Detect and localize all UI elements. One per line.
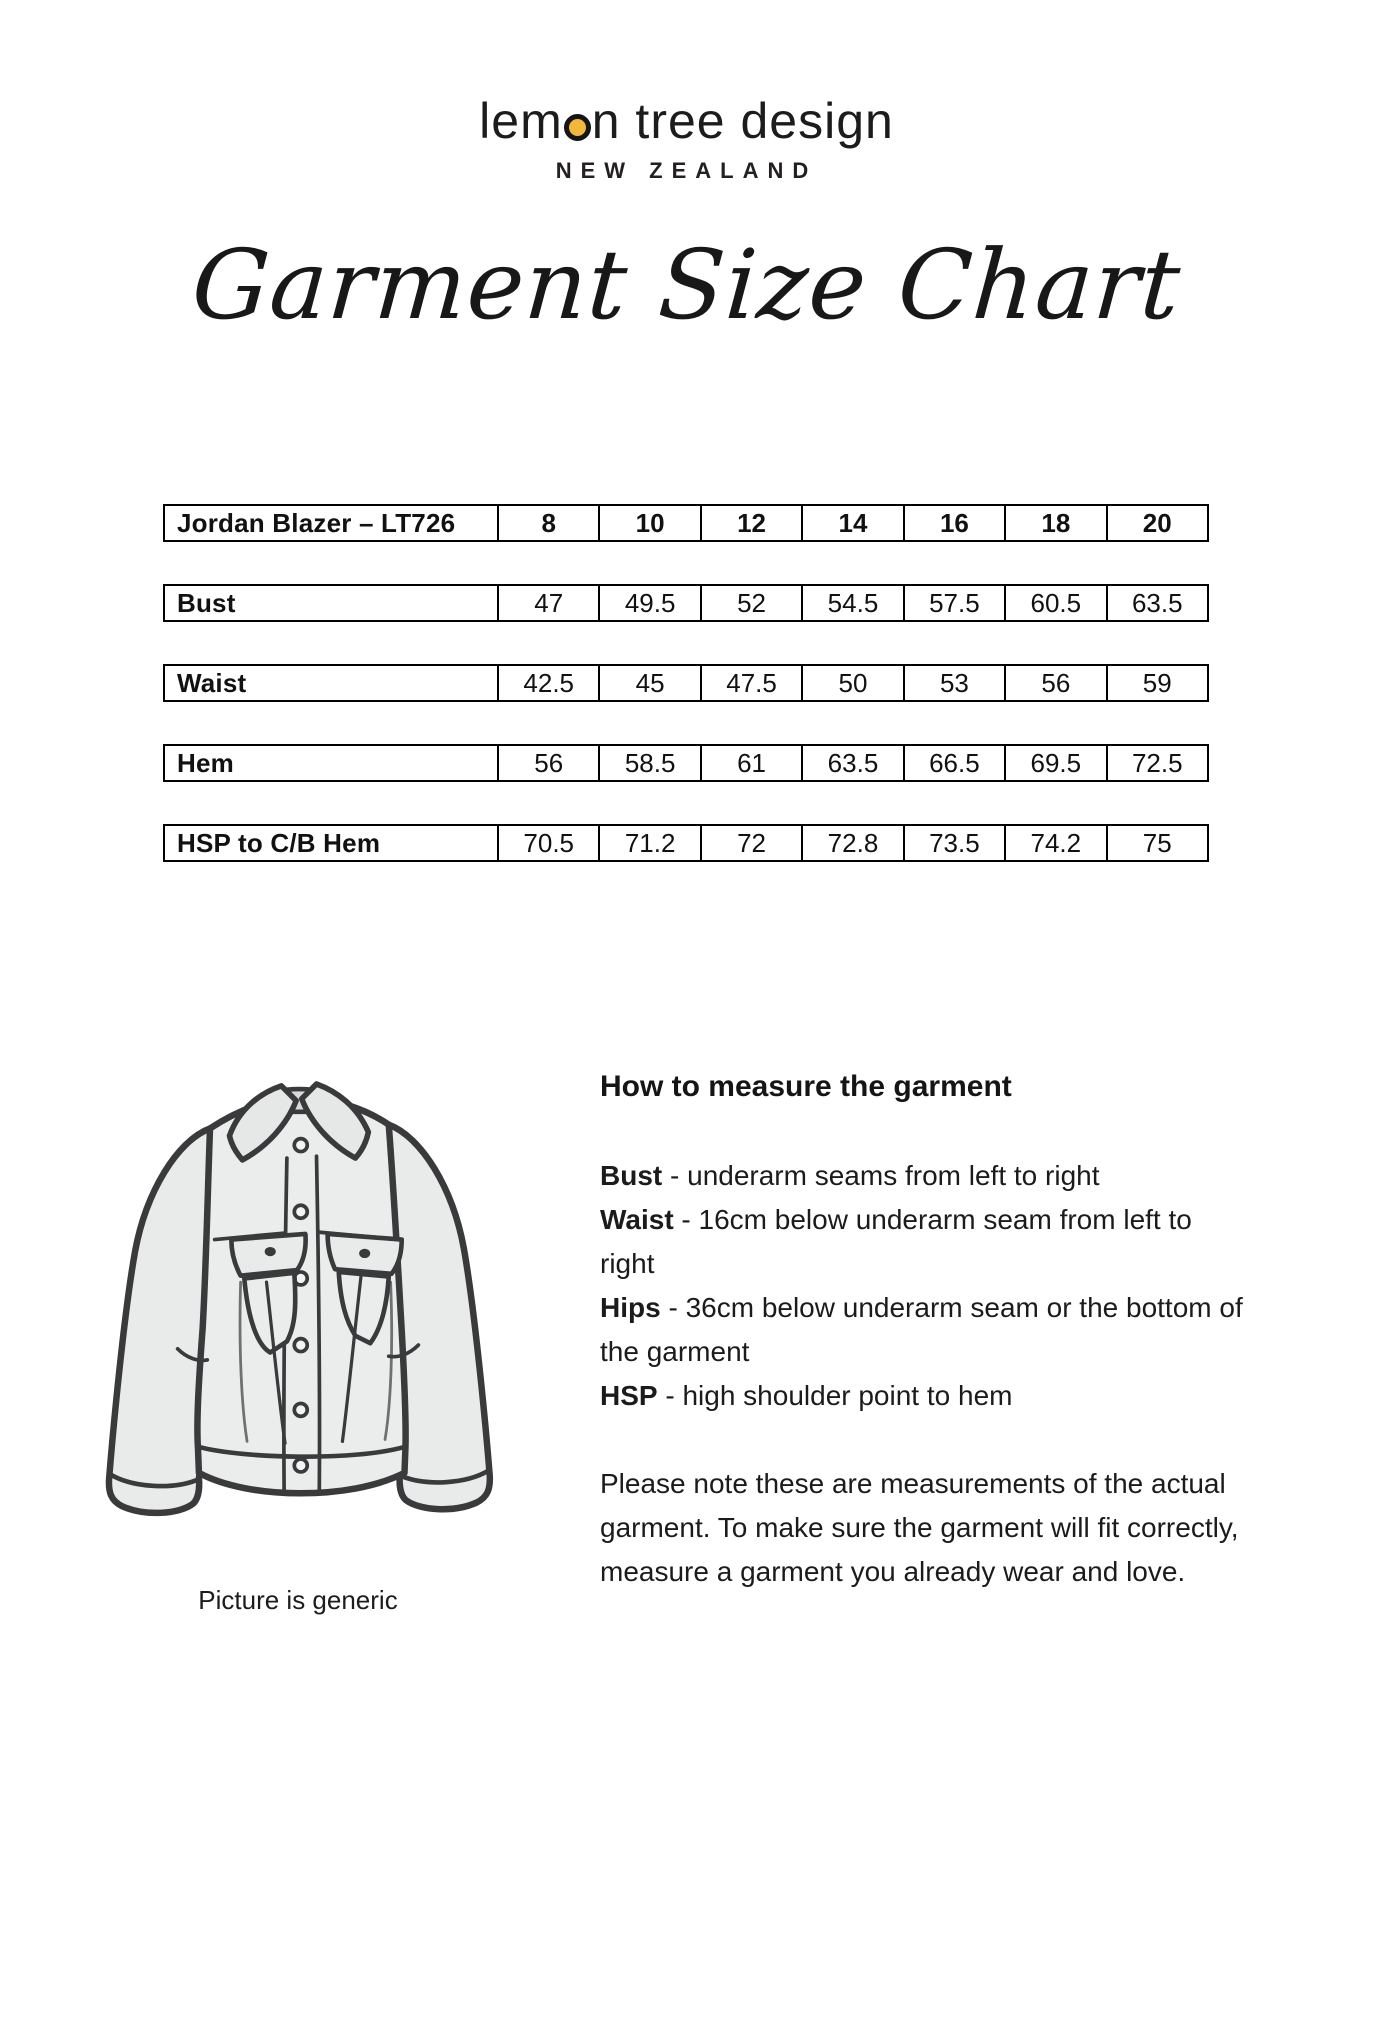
measure-value-cell: 63.5 xyxy=(803,746,904,780)
size-chart-row-waist xyxy=(163,664,1209,702)
measure-value-cell: 54.5 xyxy=(803,586,904,620)
measure-item xyxy=(600,1380,1012,1411)
product-name-cell: Jordan Blazer – LT726 xyxy=(165,506,499,540)
measure-term: Waist xyxy=(600,1204,674,1235)
size-cell: 12 xyxy=(702,506,803,540)
measure-value-cell: 56 xyxy=(499,746,600,780)
lemon-dot-icon xyxy=(564,114,591,141)
size-chart xyxy=(163,504,1209,862)
jacket-sketch-image xyxy=(48,1030,548,1575)
how-to-section xyxy=(600,1030,1245,1616)
brand-logo xyxy=(0,92,1373,184)
measure-value-cell: 73.5 xyxy=(905,826,1006,860)
size-chart-row-hsp xyxy=(163,824,1209,862)
measure-desc: - 36cm below underarm seam or the bottom of the garment xyxy=(600,1292,1243,1367)
measure-value-cell: 70.5 xyxy=(499,826,600,860)
measure-value-cell: 47.5 xyxy=(702,666,803,700)
measure-term: Bust xyxy=(600,1160,663,1191)
measure-value-cell: 61 xyxy=(702,746,803,780)
measure-label-cell: Bust xyxy=(165,586,499,620)
measure-value-cell: 58.5 xyxy=(600,746,701,780)
measure-value-cell: 60.5 xyxy=(1006,586,1107,620)
size-chart-row-bust xyxy=(163,584,1209,622)
measure-desc: - underarm seams from left to right xyxy=(662,1160,1100,1191)
measure-value-cell: 72 xyxy=(702,826,803,860)
measure-value-cell: 74.2 xyxy=(1006,826,1107,860)
measure-desc: - 16cm below underarm seam from left to right xyxy=(600,1204,1192,1279)
measure-value-cell: 57.5 xyxy=(905,586,1006,620)
size-cell: 8 xyxy=(499,506,600,540)
measure-label-cell: Waist xyxy=(165,666,499,700)
measure-value-cell: 66.5 xyxy=(905,746,1006,780)
measure-value-cell: 71.2 xyxy=(600,826,701,860)
measure-item xyxy=(600,1204,1192,1279)
how-to-heading: How to measure the garment xyxy=(600,1070,1012,1103)
jacket-illustration xyxy=(0,1030,600,1616)
measure-value-cell: 50 xyxy=(803,666,904,700)
size-cell: 16 xyxy=(905,506,1006,540)
measure-label-cell: HSP to C/B Hem xyxy=(165,826,499,860)
measure-label-cell: Hem xyxy=(165,746,499,780)
measure-value-cell: 75 xyxy=(1142,828,1172,858)
measure-value-cell: 63.5 xyxy=(1131,588,1183,618)
size-chart-header-row xyxy=(163,504,1209,542)
measure-value-cell: 53 xyxy=(905,666,1006,700)
measure-value-cell: 47 xyxy=(499,586,600,620)
size-cell: 18 xyxy=(1006,506,1107,540)
page-title: Garment Size Chart xyxy=(188,229,1185,341)
illustration-caption: Picture is generic xyxy=(198,1585,398,1615)
measure-value-cell: 72.8 xyxy=(803,826,904,860)
note-paragraph: Please note these are measurements of the actual garment. To make sure the garment will fit correctly, measure a garment you already wear and love. xyxy=(600,1468,1239,1587)
size-cell: 10 xyxy=(600,506,701,540)
measure-item xyxy=(600,1160,1100,1191)
measure-desc: - high shoulder point to hem xyxy=(657,1380,1013,1411)
size-cell: 20 xyxy=(1142,508,1172,538)
brand-name-post: n tree design xyxy=(591,93,894,149)
measure-item xyxy=(600,1292,1243,1367)
how-to-items xyxy=(600,1154,1245,1418)
measure-value-cell: 56 xyxy=(1006,666,1107,700)
measure-value-cell: 45 xyxy=(600,666,701,700)
brand-name xyxy=(0,92,1373,150)
bottom-section xyxy=(0,1030,1373,1616)
brand-country: NEW ZEALAND xyxy=(555,158,818,183)
measure-value-cell: 42.5 xyxy=(499,666,600,700)
measure-value-cell: 49.5 xyxy=(600,586,701,620)
measure-value-cell: 72.5 xyxy=(1131,748,1183,778)
size-cell: 14 xyxy=(803,506,904,540)
measure-value-cell: 69.5 xyxy=(1006,746,1107,780)
measure-term: Hips xyxy=(600,1292,661,1323)
brand-name-pre: lem xyxy=(479,93,563,149)
measure-term: HSP xyxy=(600,1380,658,1411)
measure-value-cell: 52 xyxy=(702,586,803,620)
measure-value-cell: 59 xyxy=(1142,668,1172,698)
size-chart-row-hem xyxy=(163,744,1209,782)
